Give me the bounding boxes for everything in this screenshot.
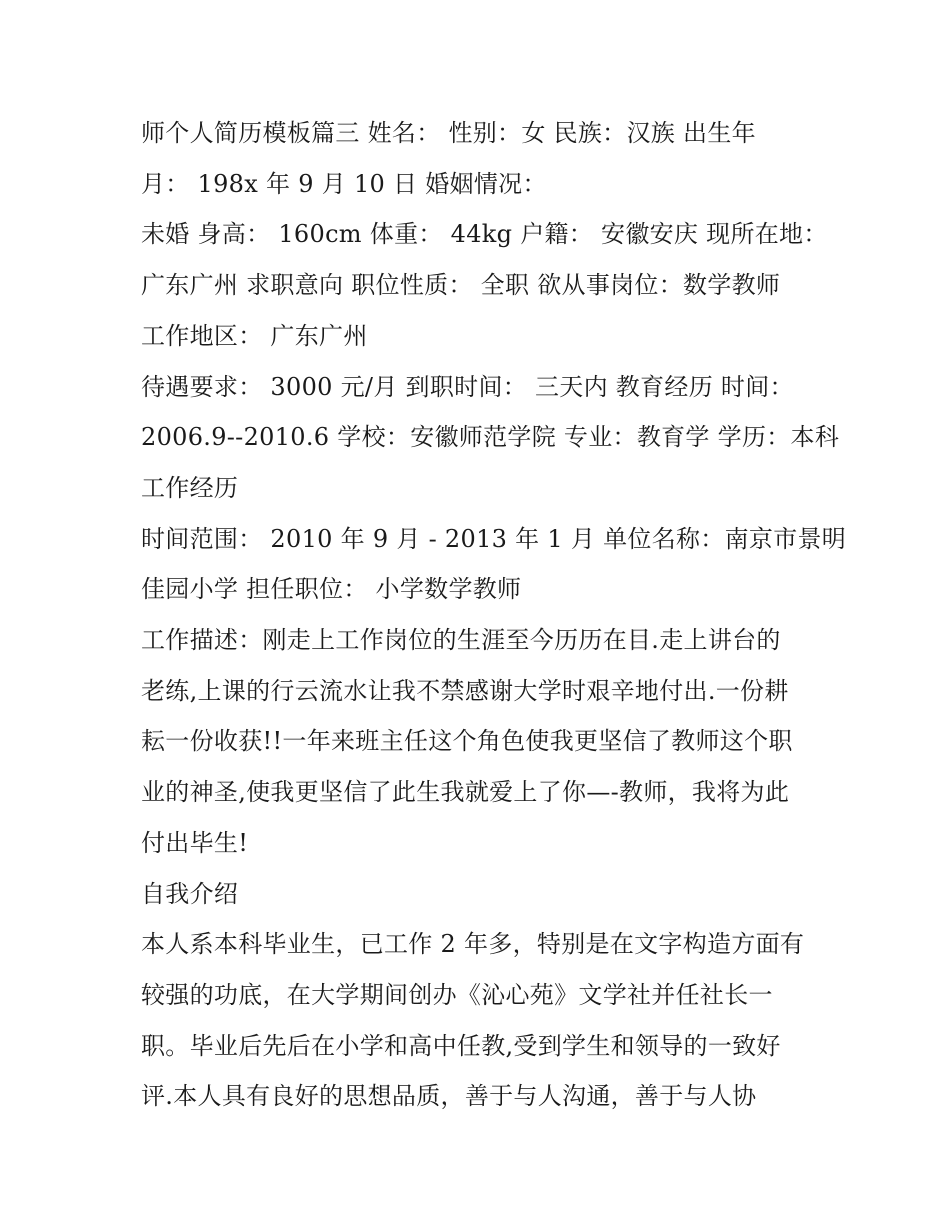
text-line: 评.本人具有良好的思想品质，善于与人沟通，善于与人协 [141,1082,757,1111]
section-heading-work-experience: 工作经历 [141,473,239,502]
text-line: 老练,上课的行云流水让我不禁感谢大学时艰辛地付出.一份耕 [141,676,789,705]
text-line: 时间范围： 2010 年 9 月 - 2013 年 1 月 单位名称：南京市景明 [141,524,847,553]
text-line: 付出毕生! [141,828,249,857]
text-line: 佳园小学 担任职位： 小学数学教师 [141,575,522,604]
text-line: 耘一份收获!!一年来班主任这个角色使我更坚信了教师这个职 [141,727,793,756]
section-heading-self-introduction: 自我介绍 [141,879,239,908]
text-line: 业的神圣,使我更坚信了此生我就爱上了你—-教师，我将为此 [141,778,790,807]
text-line: 本人系本科毕业生，已工作 2 年多，特别是在文字构造方面有 [141,930,805,959]
text-line: 广东广州 求职意向 职位性质： 全职 欲从事岗位：数学教师 [141,271,781,300]
text-line: 月： 198x 年 9 月 10 日 婚姻情况： [141,169,547,198]
text-line: 工作描述：刚走上工作岗位的生涯至今历历在目.走上讲台的 [141,626,781,655]
text-line: 2006.9--2010.6 学校：安徽师范学院 专业：教育学 学历：本科 [141,423,840,452]
text-line: 职。毕业后先后在小学和高中任教,受到学生和领导的一致好 [141,1031,781,1060]
text-line: 未婚 身高： 160cm 体重： 44kg 户籍： 安徽安庆 现所在地： [141,220,828,249]
text-line: 较强的功底，在大学期间创办《沁心苑》文学社并任社长一 [141,980,773,1009]
text-line: 工作地区： 广东广州 [141,321,368,350]
resume-text [141,108,847,1122]
text-line: 待遇要求： 3000 元/月 到职时间： 三天内 教育经历 时间： [141,372,794,401]
text-line: 师个人简历模板篇三 姓名： 性别：女 民族：汉族 出生年 [141,119,756,147]
